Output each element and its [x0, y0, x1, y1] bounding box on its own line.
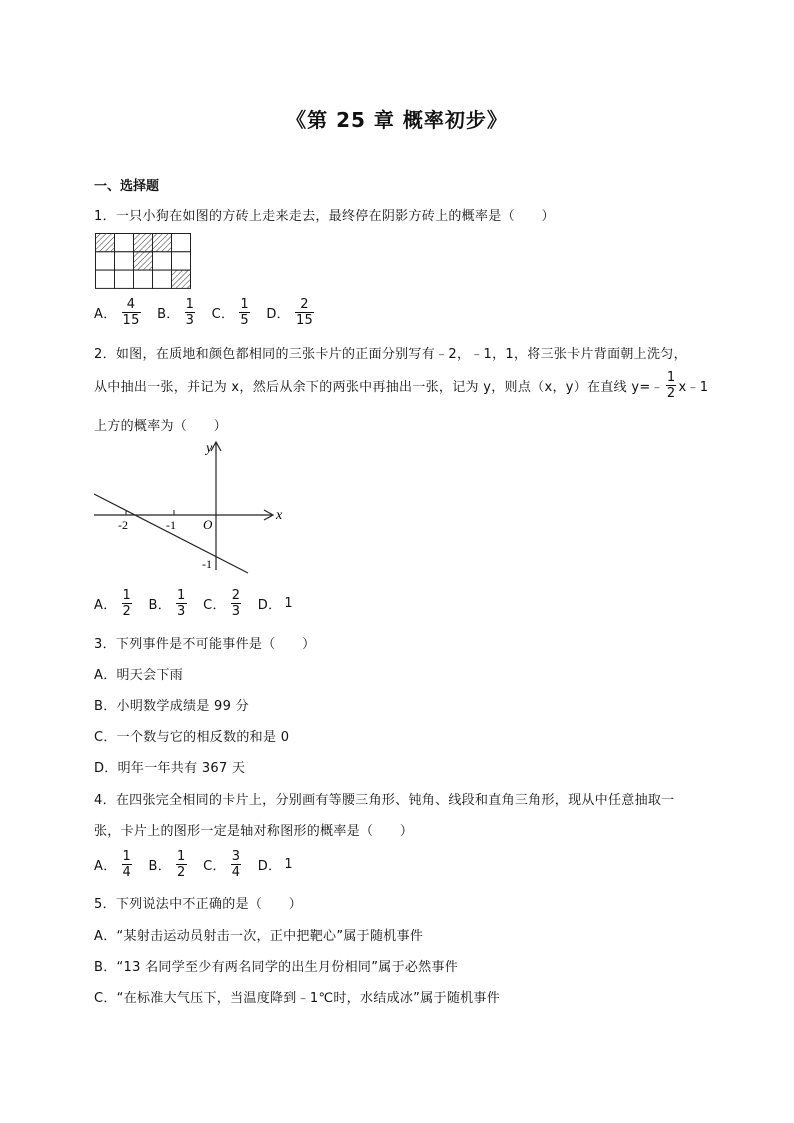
- question-2-line-2: [94, 370, 708, 401]
- option-label: A．: [94, 598, 117, 613]
- fraction: [176, 588, 187, 619]
- option-b[interactable]: [149, 588, 189, 619]
- numerator: 1: [666, 370, 676, 385]
- question-3-option-d[interactable]: D．明年一年共有 367 天: [94, 761, 246, 776]
- numerator: 1: [177, 849, 186, 864]
- section-heading: 一、选择题: [94, 179, 160, 194]
- option-b[interactable]: [157, 297, 197, 328]
- question-4-options: [94, 849, 303, 880]
- fraction: [176, 849, 187, 880]
- option-label: C．: [203, 859, 226, 874]
- question-3-option-c[interactable]: C．一个数与它的相反数的和是 0: [94, 730, 290, 745]
- tick-label: -2: [118, 518, 128, 532]
- option-label: C．: [203, 598, 226, 613]
- numerator: 1: [185, 297, 195, 312]
- option-c[interactable]: [212, 297, 252, 328]
- fraction: [231, 588, 242, 619]
- option-label: D．: [257, 859, 282, 874]
- option-label: B．: [148, 859, 172, 874]
- question-1-options: [94, 297, 326, 328]
- tile: [96, 252, 115, 270]
- numerator: 3: [231, 849, 241, 864]
- numerator: 1: [122, 849, 132, 864]
- fraction: [122, 297, 141, 328]
- shaded-tile: [153, 234, 172, 252]
- question-2-line-3: 上方的概率为（ ）: [94, 419, 228, 434]
- x-axis-label: x: [276, 508, 283, 523]
- tile: [96, 270, 115, 288]
- fraction: [239, 297, 250, 328]
- numerator: 4: [122, 297, 141, 313]
- option-b[interactable]: [149, 849, 189, 880]
- tile: [172, 234, 191, 252]
- question-4-line-1: 4．在四张完全相同的卡片上，分别画有等腰三角形、钝角、线段和直角三角形，现从中任意抽取一: [94, 793, 675, 808]
- denominator: 15: [122, 313, 140, 328]
- tile: [115, 270, 134, 288]
- denominator: 4: [122, 865, 132, 880]
- denominator: 2: [666, 386, 676, 401]
- denominator: 3: [185, 313, 195, 328]
- shaded-tile: [96, 234, 115, 252]
- option-a[interactable]: [94, 297, 143, 328]
- question-2-text: 从中抽出一张，并记为 x，然后从余下的两张中再抽出一张，记为 y，则点（x，y）在直线 y=﹣: [94, 380, 664, 395]
- question-2-text: x﹣1: [678, 380, 709, 395]
- option-c[interactable]: [203, 588, 243, 619]
- question-5-option-a[interactable]: A．“某射击运动员射击一次，正中把靶心”属于随机事件: [94, 929, 424, 944]
- denominator: 3: [231, 604, 241, 619]
- option-d[interactable]: [258, 594, 293, 613]
- tile: [172, 252, 191, 270]
- tile: [115, 252, 134, 270]
- denominator: 15: [295, 313, 314, 328]
- option-d[interactable]: [258, 855, 293, 874]
- denominator: 2: [177, 865, 186, 880]
- y-axis-label: y: [206, 441, 213, 456]
- fraction: [122, 588, 133, 619]
- numerator: 1: [240, 297, 249, 312]
- option-d[interactable]: [266, 297, 316, 328]
- option-label: B．: [157, 307, 180, 322]
- question-5-option-b[interactable]: B．“13 名同学至少有两名同学的出生月份相同”属于必然事件: [94, 960, 459, 975]
- page-title: 《第 25 章 概率初步》: [286, 108, 508, 132]
- option-c[interactable]: [203, 849, 243, 880]
- option-value: 1: [284, 857, 293, 872]
- numerator: 2: [231, 588, 241, 603]
- denominator: 3: [177, 604, 186, 619]
- option-label: B．: [148, 598, 172, 613]
- option-value: 1: [284, 596, 293, 611]
- tile-grid-figure: [95, 233, 191, 289]
- denominator: 4: [231, 865, 241, 880]
- denominator: 5: [240, 313, 249, 328]
- denominator: 2: [122, 604, 132, 619]
- tile: [153, 252, 172, 270]
- numerator: 2: [295, 297, 314, 313]
- question-2-options: [94, 588, 303, 619]
- numerator: 1: [177, 588, 186, 603]
- fraction: [185, 297, 196, 328]
- numerator: 1: [122, 588, 132, 603]
- shaded-tile: [172, 270, 191, 288]
- tick-label: -1: [202, 557, 212, 571]
- option-label: A．: [94, 859, 117, 874]
- question-5-option-c[interactable]: C．“在标准大气压下，当温度降到﹣1℃时，水结成冰”属于随机事件: [94, 991, 501, 1006]
- coordinate-graph: [90, 437, 290, 575]
- option-a[interactable]: [94, 849, 134, 880]
- question-4-line-2: 张，卡片上的图形一定是轴对称图形的概率是（ ）: [94, 824, 414, 839]
- question-5-stem: 5．下列说法中不正确的是（ ）: [94, 897, 303, 912]
- fraction: [295, 297, 314, 328]
- question-2-line-1: 2．如图，在质地和颜色都相同的三张卡片的正面分别写有﹣2，﹣1，1，将三张卡片背面朝上洗匀，: [94, 347, 687, 362]
- origin-label: O: [203, 517, 213, 532]
- fraction: [122, 849, 133, 880]
- tile: [134, 270, 153, 288]
- option-label: C．: [211, 307, 235, 322]
- question-3-option-a[interactable]: A．明天会下雨: [94, 668, 183, 683]
- option-label: D．: [266, 307, 290, 322]
- tile: [153, 270, 172, 288]
- question-3-option-b[interactable]: B．小明数学成绩是 99 分: [94, 699, 249, 714]
- option-label: D．: [257, 598, 282, 613]
- fraction: [666, 370, 677, 401]
- option-a[interactable]: [94, 588, 134, 619]
- shaded-tile: [134, 234, 153, 252]
- tick-label: -1: [166, 518, 176, 532]
- question-3-stem: 3．下列事件是不可能事件是（ ）: [94, 637, 316, 652]
- fraction: [231, 849, 242, 880]
- shaded-tile: [134, 252, 153, 270]
- tile: [115, 234, 134, 252]
- option-label: A．: [94, 307, 117, 322]
- line-graph: [94, 494, 248, 573]
- question-1-stem: 1．一只小狗在如图的方砖上走来走去，最终停在阴影方砖上的概率是（ ）: [94, 209, 555, 224]
